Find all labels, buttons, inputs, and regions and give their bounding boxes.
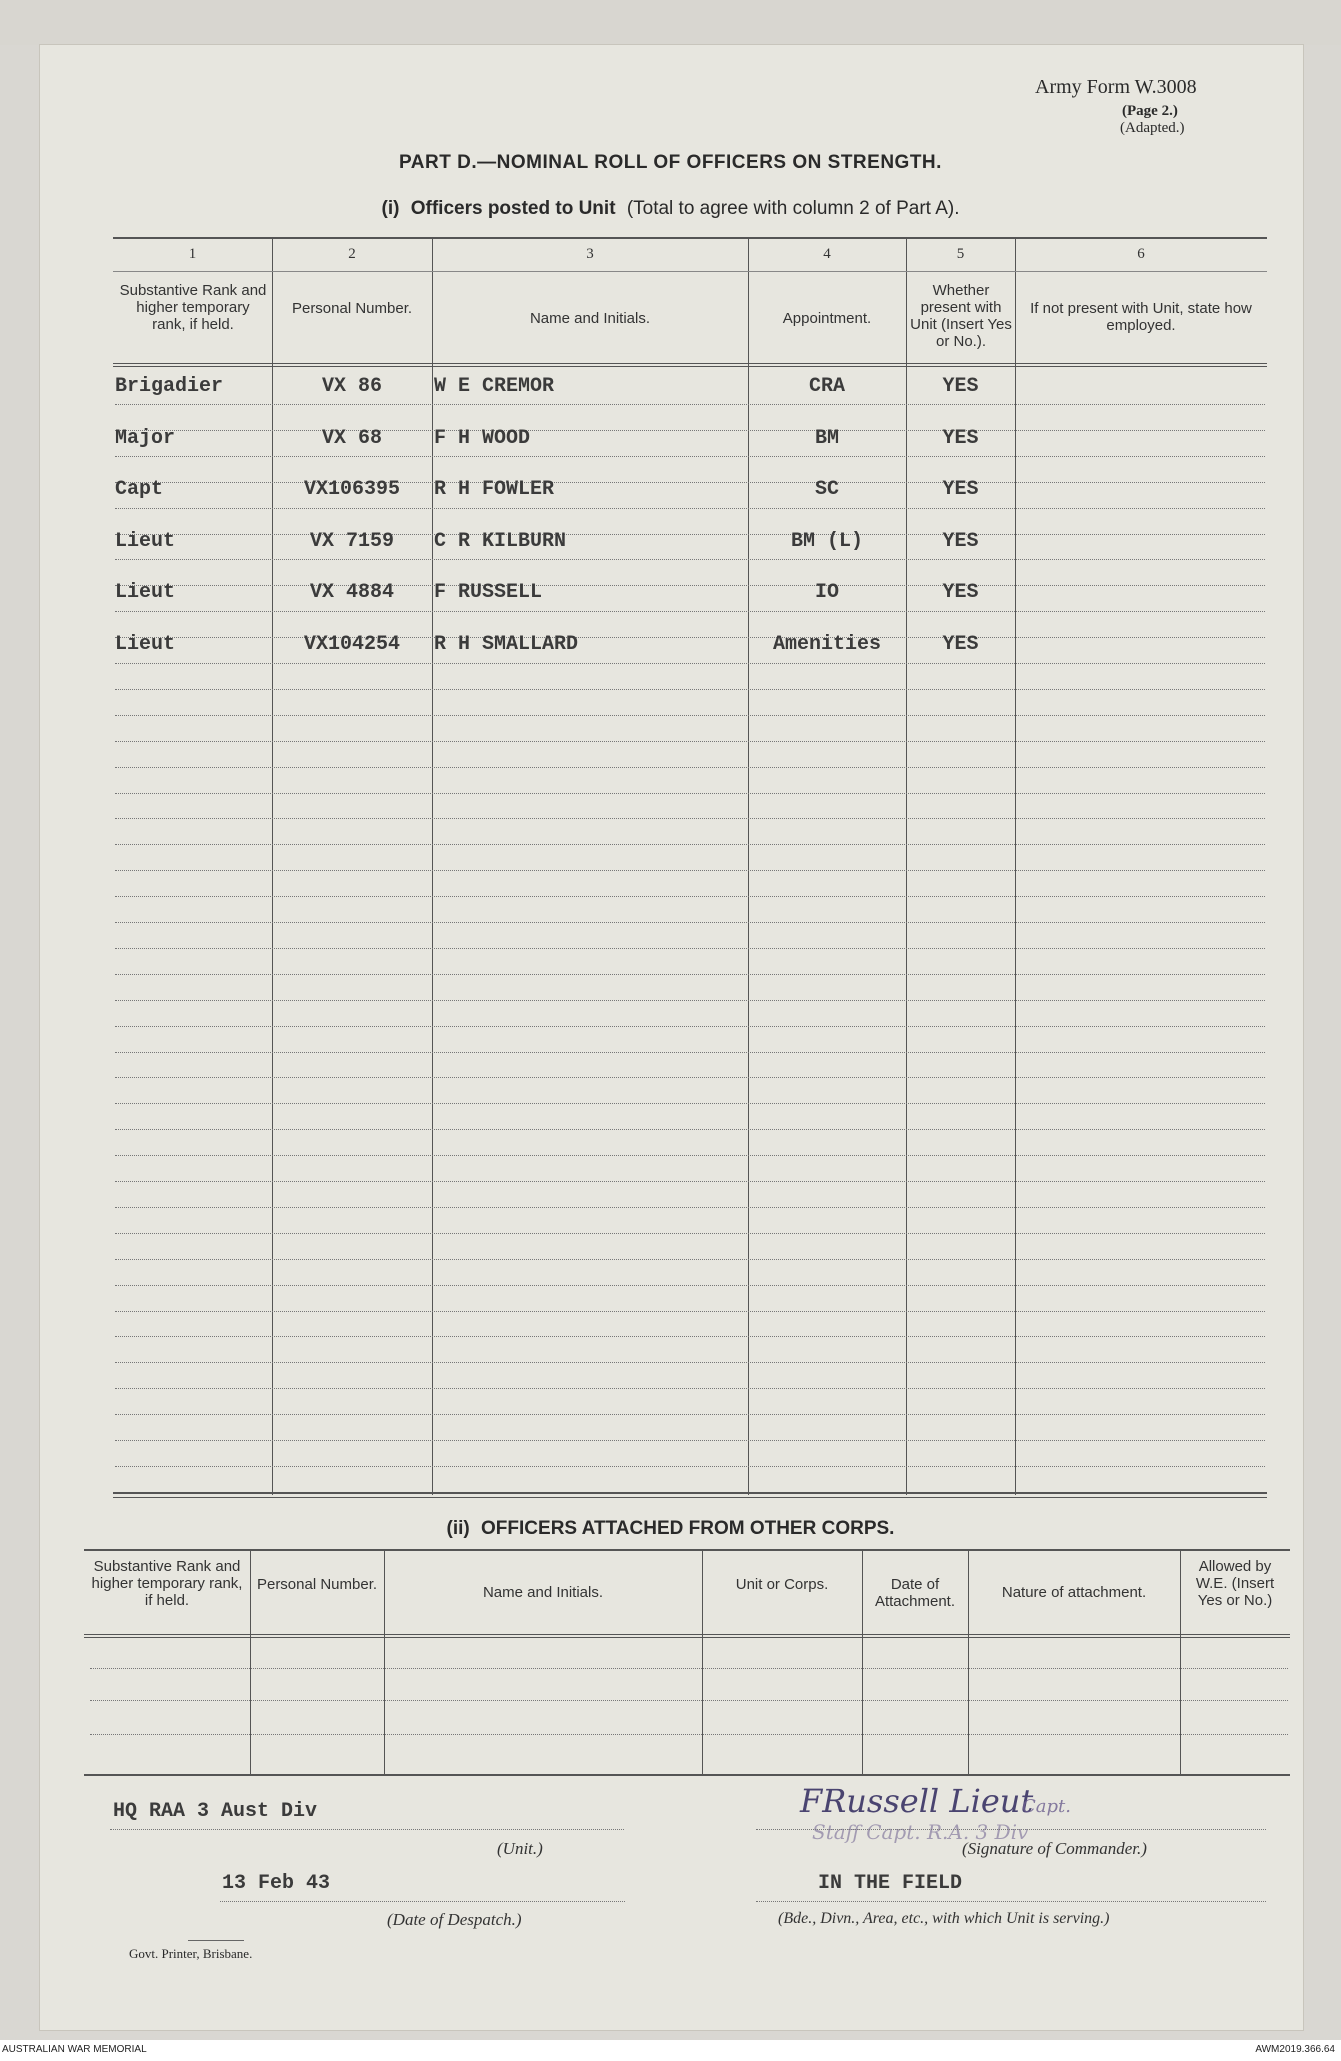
cell-present: YES — [942, 530, 979, 553]
cell-present: YES — [942, 375, 979, 398]
cell-employed — [1018, 530, 1264, 554]
t2-header-personal-number: Personal Number. — [256, 1576, 378, 1593]
cell-name: R H SMALLARD — [434, 633, 579, 656]
row-rule — [115, 896, 1265, 897]
row-rule — [115, 922, 1265, 923]
signature-stamp-staff: Staff Capt. R.A. 3 Div — [812, 1820, 1029, 1844]
row-rule — [115, 948, 1265, 949]
row-rule — [115, 1181, 1265, 1182]
cell-rank: Lieut — [115, 530, 176, 553]
row-rule — [115, 559, 1265, 560]
row-rule — [115, 404, 1265, 405]
signature-label: (Signature of Commander.) — [962, 1839, 1147, 1858]
page-title: PART D.—NOMINAL ROLL OF OFFICERS ON STRENGTH. — [399, 152, 942, 173]
t2-header-date: Date of Attachment. — [874, 1576, 956, 1610]
row-rule — [115, 1233, 1265, 1234]
row-rule — [115, 1336, 1265, 1337]
row-rule — [115, 1000, 1265, 1001]
cell-present: YES — [942, 633, 979, 656]
row-rule — [115, 715, 1265, 716]
header-appointment: Appointment. — [782, 310, 872, 327]
row-rule — [115, 611, 1265, 612]
section-2-heading — [0, 1518, 1341, 1540]
t2-header-rank: Substantive Rank and higher temporary rank, if held. — [91, 1558, 243, 1609]
header-present: Whether present with Unit (Insert Yes or No.). — [910, 282, 1012, 350]
row-rule — [115, 1285, 1265, 1286]
col-number-6: 6 — [1137, 246, 1145, 262]
cell-present: YES — [942, 478, 979, 501]
cell-name: R H FOWLER — [434, 478, 555, 501]
section-1-heading — [0, 198, 1341, 220]
row-rule — [115, 818, 1265, 819]
scan-background — [0, 0, 1341, 45]
cell-name: F H WOOD — [434, 427, 531, 450]
cell-employed — [1018, 427, 1264, 451]
row-rule — [115, 1103, 1265, 1104]
cell-number: VX 7159 — [309, 530, 394, 553]
t2-header-unit: Unit or Corps. — [735, 1576, 829, 1593]
cell-employed — [1018, 375, 1264, 399]
printer-note: Govt. Printer, Brisbane. — [129, 1946, 253, 1961]
row-rule — [115, 1207, 1265, 1208]
t2-header-nature: Nature of attachment. — [1001, 1584, 1147, 1601]
cell-present: YES — [942, 427, 979, 450]
row-rule — [115, 689, 1265, 690]
row-rule — [115, 1440, 1265, 1441]
header-name: Name and Initials. — [529, 310, 651, 327]
row-rule — [115, 1026, 1265, 1027]
row-rule — [115, 1077, 1265, 1078]
form-id: Army Form W.3008 — [1035, 76, 1197, 98]
section-1-number: (i) — [381, 198, 400, 219]
t2-header-name: Name and Initials. — [482, 1584, 604, 1601]
row-rule — [115, 456, 1265, 457]
t2-header-allowed: Allowed by W.E. (Insert Yes or No.) — [1195, 1558, 1275, 1609]
commander-signature: FRussell Lieut — [800, 1782, 1034, 1820]
cell-employed — [1018, 581, 1264, 605]
cell-employed — [1018, 633, 1264, 657]
form-page: (Page 2.) — [1122, 103, 1178, 119]
cell-name: C R KILBURN — [434, 530, 567, 553]
row-rule — [115, 741, 1265, 742]
row-rule — [115, 1414, 1265, 1415]
row-rule — [115, 1311, 1265, 1312]
row-rule — [115, 844, 1265, 845]
row-rule — [115, 1362, 1265, 1363]
header-employed: If not present with Unit, state how employed. — [1030, 300, 1252, 334]
row-rule — [115, 974, 1265, 975]
cell-rank: Capt — [115, 478, 164, 501]
form-paper — [40, 45, 1303, 2030]
unit-label: (Unit.) — [497, 1839, 543, 1858]
row-rule — [115, 767, 1265, 768]
cell-appointment: Amenities — [772, 633, 882, 656]
archive-bar — [0, 2040, 1341, 2061]
section-1-bold: Officers posted to Unit — [410, 198, 616, 219]
cell-name: W E CREMOR — [434, 375, 555, 398]
row-rule — [115, 1155, 1265, 1156]
date-value: 13 Feb 43 — [222, 1872, 331, 1895]
cell-appointment: IO — [814, 581, 839, 604]
row-rule — [115, 1052, 1265, 1053]
signature-stamp-capt: Capt. — [1022, 1796, 1071, 1817]
row-rule — [115, 1388, 1265, 1389]
cell-present: YES — [942, 581, 979, 604]
row-rule — [115, 1129, 1265, 1130]
unit-value: HQ RAA 3 Aust Div — [113, 1800, 318, 1823]
cell-appointment: BM (L) — [790, 530, 863, 553]
cell-number: VX106395 — [303, 478, 400, 501]
row-rule — [115, 663, 1265, 664]
cell-number: VX104254 — [303, 633, 400, 656]
location-value: IN THE FIELD — [818, 1872, 963, 1895]
section-1-rest: (Total to agree with column 2 of Part A). — [626, 198, 960, 219]
form-adapted: (Adapted.) — [1120, 120, 1185, 136]
col-number-2: 2 — [348, 246, 356, 262]
date-label: (Date of Despatch.) — [387, 1910, 522, 1929]
row-rule — [115, 508, 1265, 509]
cell-rank: Brigadier — [115, 375, 224, 398]
col-number-3: 3 — [586, 246, 594, 262]
row-rule — [115, 870, 1265, 871]
location-label: (Bde., Divn., Area, etc., with which Unit is serving.) — [778, 1910, 1110, 1927]
cell-rank: Lieut — [115, 581, 176, 604]
header-personal-number: Personal Number. — [291, 300, 413, 317]
section-2-title: OFFICERS ATTACHED FROM OTHER CORPS. — [481, 1518, 895, 1539]
cell-appointment: BM — [814, 427, 839, 450]
cell-employed — [1018, 478, 1264, 502]
cell-appointment: SC — [814, 478, 839, 501]
cell-name: F RUSSELL — [434, 581, 543, 604]
section-2-number: (ii) — [446, 1518, 470, 1539]
cell-rank: Major — [115, 427, 176, 450]
cell-number: VX 86 — [321, 375, 382, 398]
col-number-1: 1 — [188, 246, 197, 262]
col-number-4: 4 — [823, 246, 831, 262]
cell-rank: Lieut — [115, 633, 176, 656]
cell-number: VX 68 — [321, 427, 382, 450]
archive-left: AUSTRALIAN WAR MEMORIAL — [2, 2044, 147, 2055]
row-rule — [115, 1466, 1265, 1467]
row-rule — [115, 793, 1265, 794]
cell-appointment: CRA — [808, 375, 845, 398]
row-rule — [115, 1259, 1265, 1260]
col-number-5: 5 — [956, 246, 965, 262]
cell-number: VX 4884 — [309, 581, 394, 604]
archive-right: AWM2019.366.64 — [1255, 2044, 1335, 2055]
header-rank: Substantive Rank and higher temporary rank, if held. — [119, 282, 267, 333]
